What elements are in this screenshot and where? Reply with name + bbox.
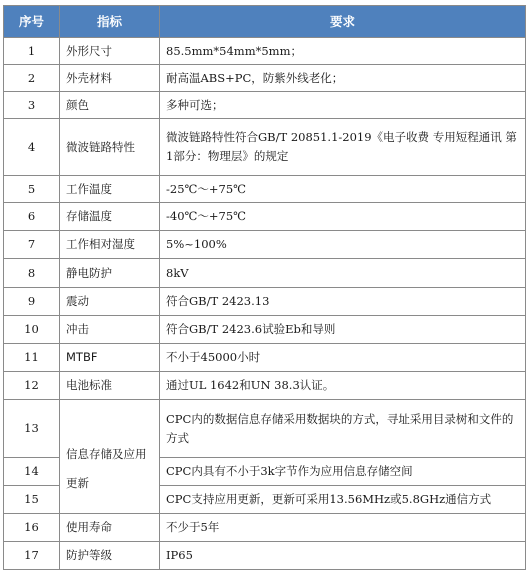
table-row xyxy=(4,176,526,203)
row-indicator: 工作相对湿度 xyxy=(60,231,160,259)
row-requirement: 微波链路特性符合GB/T 20851.1-2019《电子收费 专用短程通讯 第1部分：物理层》的规定 xyxy=(160,119,526,176)
row-requirement: 符合GB/T 2423.13 xyxy=(160,288,526,316)
row-indicator: 外壳材料 xyxy=(60,65,160,92)
row-no: 2 xyxy=(4,65,60,92)
row-requirement: 通过UL 1642和UN 38.3认证。 xyxy=(160,372,526,400)
table-row xyxy=(4,203,526,231)
row-indicator: 工作温度 xyxy=(60,176,160,203)
row-requirement: CPC内的数据信息存储采用数据块的方式，寻址采用目录树和文件的方式 xyxy=(160,400,526,458)
header-indicator: 指标 xyxy=(60,6,160,38)
table-row xyxy=(4,514,526,542)
row-no: 14 xyxy=(4,458,60,486)
row-no: 9 xyxy=(4,288,60,316)
table-row xyxy=(4,542,526,570)
row-no: 13 xyxy=(4,400,60,458)
table-row xyxy=(4,288,526,316)
table-row xyxy=(4,119,526,176)
row-indicator: 冲击 xyxy=(60,316,160,344)
row-no: 16 xyxy=(4,514,60,542)
row-requirement: CPC支持应用更新，更新可采用13.56MHz或5.8GHz通信方式 xyxy=(160,486,526,514)
table-row xyxy=(4,92,526,119)
row-requirement: CPC内具有不小于3k字节作为应用信息存储空间 xyxy=(160,458,526,486)
row-requirement: 不小于45000小时 xyxy=(160,344,526,372)
table-row xyxy=(4,372,526,400)
table-row xyxy=(4,344,526,372)
row-indicator: 颜色 xyxy=(60,92,160,119)
table-row xyxy=(4,65,526,92)
table-row xyxy=(4,231,526,259)
row-requirement: -25℃～+75℃ xyxy=(160,176,526,203)
row-no: 8 xyxy=(4,259,60,288)
merged-indicator-line2: 更新 xyxy=(66,476,89,490)
row-indicator: 电池标准 xyxy=(60,372,160,400)
row-no: 12 xyxy=(4,372,60,400)
row-no: 15 xyxy=(4,486,60,514)
row-requirement: IP65 xyxy=(160,542,526,570)
header-no: 序号 xyxy=(4,6,60,38)
table-header-row xyxy=(4,6,526,38)
row-indicator: 震动 xyxy=(60,288,160,316)
row-no: 6 xyxy=(4,203,60,231)
spec-table xyxy=(3,5,526,570)
row-no: 1 xyxy=(4,38,60,65)
row-requirement: 不少于5年 xyxy=(160,514,526,542)
row-no: 7 xyxy=(4,231,60,259)
row-indicator: 外形尺寸 xyxy=(60,38,160,65)
row-requirement: 8kV xyxy=(160,259,526,288)
row-no: 17 xyxy=(4,542,60,570)
row-indicator: 静电防护 xyxy=(60,259,160,288)
row-indicator: 使用寿命 xyxy=(60,514,160,542)
table-row xyxy=(4,400,526,458)
row-indicator: 存储温度 xyxy=(60,203,160,231)
table-row xyxy=(4,316,526,344)
row-no: 10 xyxy=(4,316,60,344)
merged-indicator-cell xyxy=(60,400,160,514)
row-no: 4 xyxy=(4,119,60,176)
row-no: 11 xyxy=(4,344,60,372)
row-no: 3 xyxy=(4,92,60,119)
row-requirement: 多种可选； xyxy=(160,92,526,119)
merged-indicator-line1: 信息存储及应用 xyxy=(66,447,147,461)
header-requirement: 要求 xyxy=(160,6,526,38)
row-requirement: 符合GB/T 2423.6试验Eb和导则 xyxy=(160,316,526,344)
row-requirement: 85.5mm*54mm*5mm； xyxy=(160,38,526,65)
row-indicator: 防护等级 xyxy=(60,542,160,570)
row-indicator: MTBF xyxy=(60,344,160,372)
row-no: 5 xyxy=(4,176,60,203)
table-row xyxy=(4,259,526,288)
table-row xyxy=(4,38,526,65)
row-requirement: 5%~100% xyxy=(160,231,526,259)
row-requirement: 耐高温ABS+PC，防紫外线老化； xyxy=(160,65,526,92)
row-requirement: -40℃～+75℃ xyxy=(160,203,526,231)
row-indicator: 微波链路特性 xyxy=(60,119,160,176)
